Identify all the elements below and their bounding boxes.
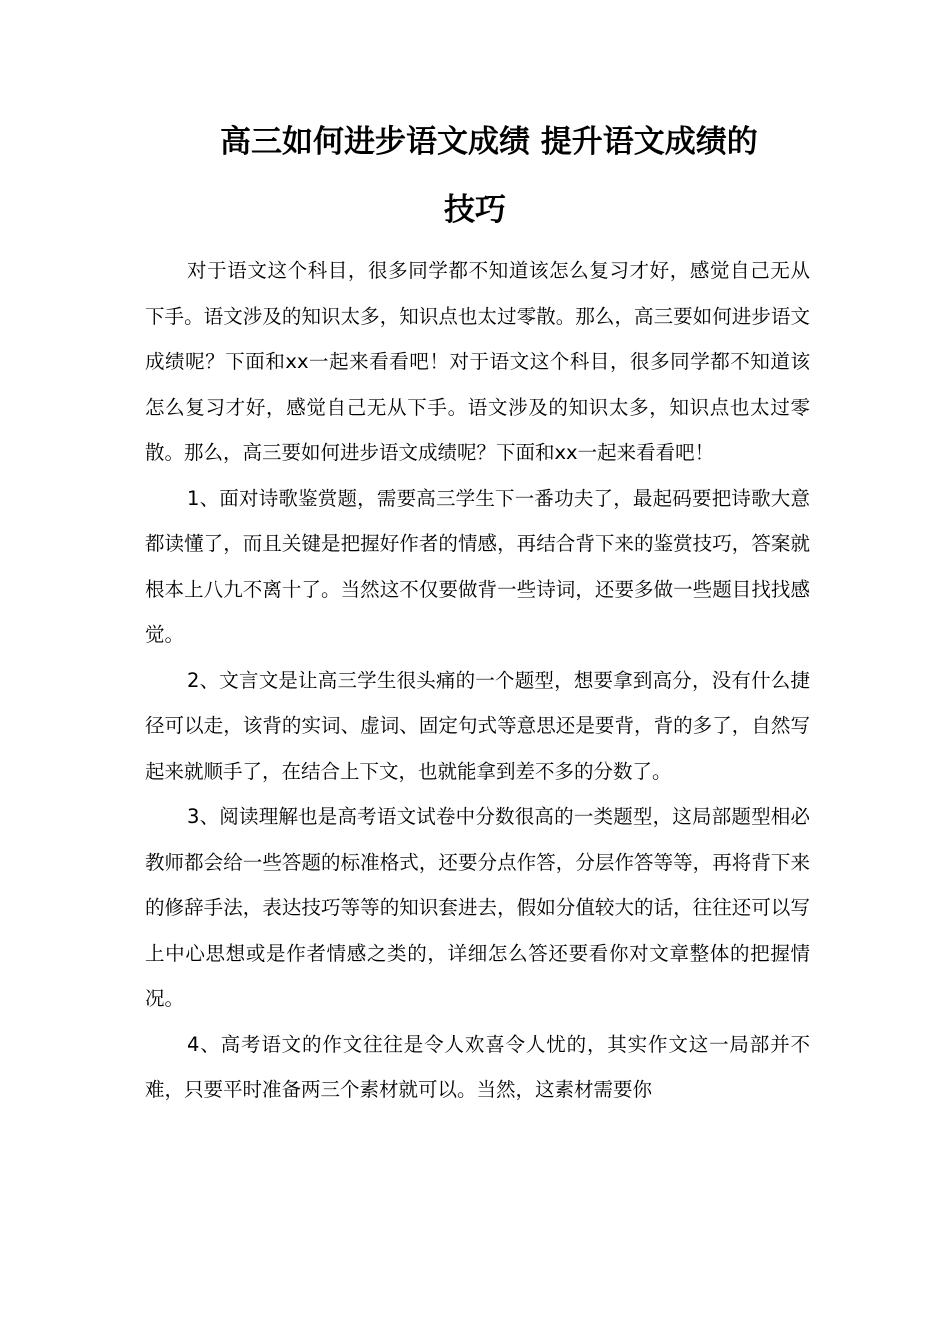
document-body	[145, 248, 810, 1113]
paragraph-3-reading-comprehension: 3、阅读理解也是高考语文试卷中分数很高的一类题型，这局部题型相必教师都会给一些答题的标准格式，还要分点作答，分层作答等等，再将背下来的修辞手法，表达技巧等等的知识套进去，假如分值较大的话，往往还可以写上中心思想或是作者情感之类的，详细怎么答还要看你对文章整体的把握情况。	[145, 805, 810, 1010]
paragraph-intro: 对于语文这个科目，很多同学都不知道该怎么复习才好，感觉自己无从下手。语文涉及的知识太多，知识点也太过零散。那么，高三要如何进步语文成绩呢？下面和xx一起来看看吧！对于语文这个科目，很多同学都不知道该怎么复习才好，感觉自己无从下手。语文涉及的知识太多，知识点也太过零散。那么，高三要如何进步语文成绩呢？下面和xx一起来看看吧！	[145, 259, 810, 464]
document-title-line-1: 高三如何进步语文成绩 提升语文成绩的	[220, 124, 758, 160]
paragraph-2-classical-chinese: 2、文言文是让高三学生很头痛的一个题型，想要拿到高分，没有什么捷径可以走，该背的实词、虚词、固定句式等意思还是要背，背的多了，自然写起来就顺手了，在结合上下文，也就能拿到差不多的分数了。	[145, 668, 810, 783]
document-title-line-2: 技巧	[444, 192, 506, 228]
paragraph-4-composition: 4、高考语文的作文往往是令人欢喜令人忧的，其实作文这一局部并不难，只要平时准备两三个素材就可以。当然，这素材需要你	[145, 1032, 810, 1101]
paragraph-1-poetry: 1、面对诗歌鉴赏题，需要高三学生下一番功夫了，最起码要把诗歌大意都读懂了，而且关键是把握好作者的情感，再结合背下来的鉴赏技巧，答案就根本上八九不离十了。当然这不仅要做背一些诗词，还要多做一些题目找找感觉。	[145, 486, 810, 646]
